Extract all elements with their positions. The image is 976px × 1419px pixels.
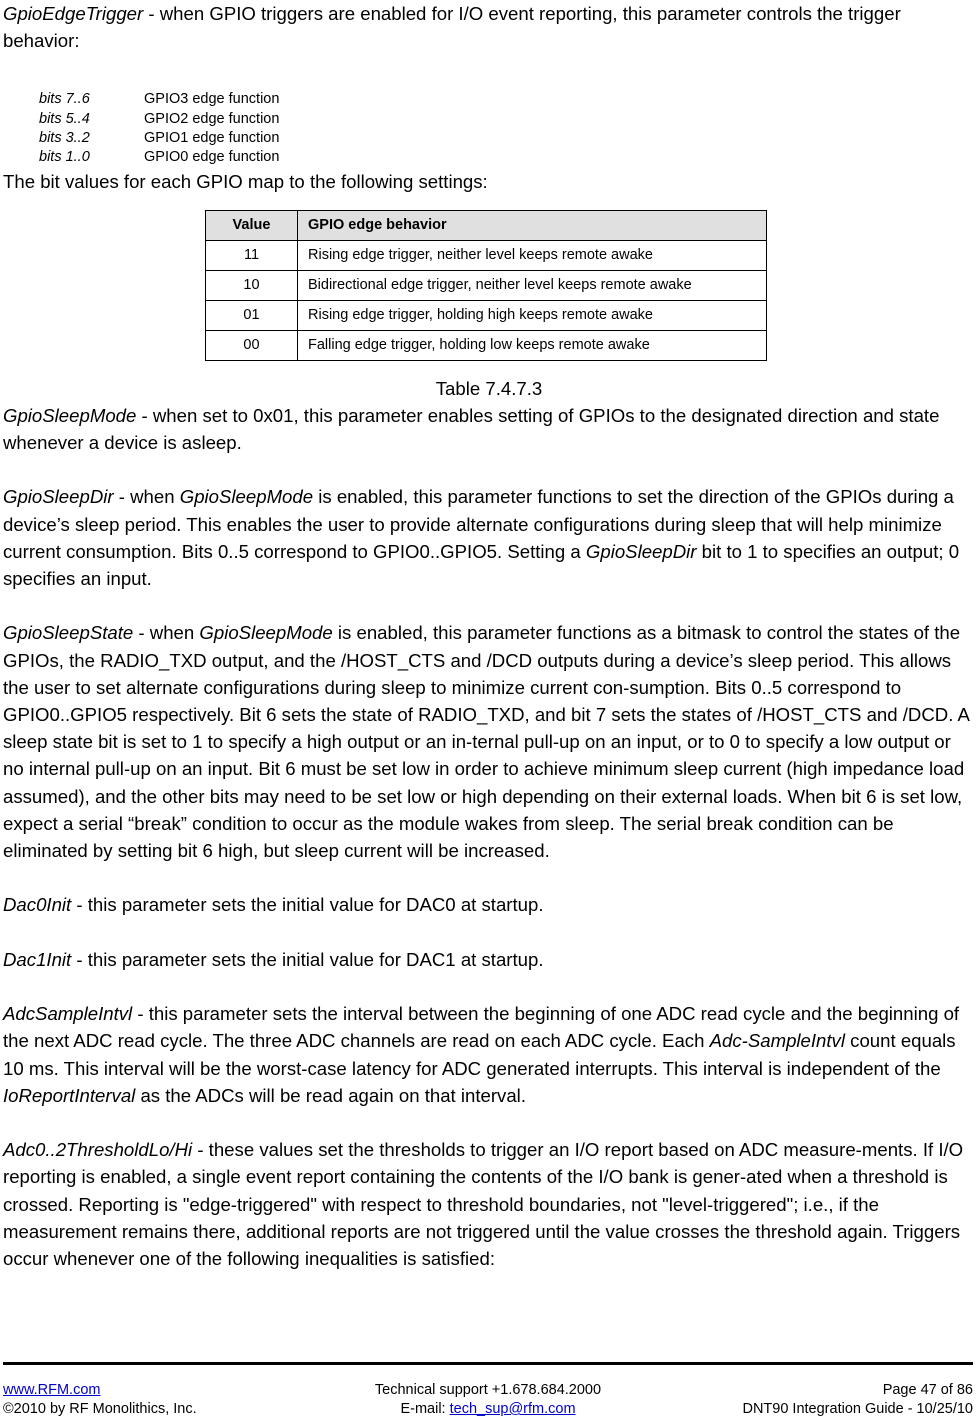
gpio-edge-trigger-paragraph xyxy=(3,0,975,54)
bit-range: bits 5..4 xyxy=(39,110,90,127)
bit-field-row xyxy=(39,90,975,109)
ref-gpio-sleep-mode: GpioSleepMode xyxy=(179,486,314,508)
term-adc-sample-intvl: AdcSampleIntvl xyxy=(3,1003,133,1025)
table-row xyxy=(206,300,767,330)
bit-field-row xyxy=(39,148,975,167)
gpio-edge-trigger-text: - when GPIO triggers are enabled for I/O event reporting, this parameter controls the trigger behavior: xyxy=(3,3,901,52)
table-caption: Table 7.4.7.3 xyxy=(435,377,543,399)
gpio-sleep-mode-paragraph xyxy=(3,402,975,456)
header-value: Value xyxy=(206,210,298,240)
adc-sample-intvl-paragraph xyxy=(3,1000,975,1109)
table-row xyxy=(206,240,767,270)
bit-description: GPIO2 edge function xyxy=(144,110,280,127)
ref-gpio-sleep-mode: GpioSleepMode xyxy=(199,622,333,644)
text-fragment: - when xyxy=(133,622,200,644)
text-fragment: bit to 1 to specifies an output; 0 specifies an input. xyxy=(3,540,960,589)
text-fragment: - this parameter sets the initial value for DAC1 at startup. xyxy=(71,948,544,970)
bit-field-list xyxy=(39,90,975,167)
copyright: ©2010 by RF Monolithics, Inc. xyxy=(3,1401,197,1417)
table-row xyxy=(206,270,767,300)
dac0-init-paragraph xyxy=(3,891,975,918)
text-fragment: - this parameter sets the interval between the beginning of one ADC read cycle and the beginning of the next ADC read cycle. The three ADC channels are read on each ADC cycle. Each xyxy=(3,1003,960,1052)
term-gpio-edge-trigger: GpioEdgeTrigger xyxy=(3,3,144,24)
text-fragment: is enabled, this parameter functions to set the direction of the GPIOs during a device’s sleep period. This enables the user to provide alternate configurations during sleep that will help minimize current consumption. Bits 0..5 correspond to GPIO0..GPIO5. Setting a xyxy=(3,486,954,562)
text-fragment: - these values set the thresholds to trigger an I/O report based on ADC measure-ments. If I/O reporting is enabled, a single event report containing the contents of the I/O bank is gener-ated when a threshold is crossed. Reporting is "edge-triggered" with respect to threshold boundaries, not "level-triggered"; i.e., if the measurement remains there, additional reports are not triggered until the value crosses the threshold again. Triggers occur whenever one of the following inequalities is satisfied: xyxy=(3,1139,964,1269)
cell-value: 11 xyxy=(206,240,298,270)
support-phone: Technical support +1.678.684.2000 xyxy=(374,1382,602,1398)
cell-behavior: Bidirectional edge trigger, neither level keeps remote awake xyxy=(298,270,767,300)
gpio-sleep-mode-text: - when set to 0x01, this parameter enables setting of GPIOs to the designated direction and state whenever a device is asleep. xyxy=(3,404,940,453)
term-adc-threshold: Adc0..2ThresholdLo/Hi xyxy=(3,1139,193,1161)
header-gpio-edge-behavior: GPIO edge behavior xyxy=(298,210,767,240)
gpio-edge-behavior-table xyxy=(205,210,767,361)
gpio-sleep-dir-paragraph xyxy=(3,483,975,592)
bit-range: bits 7..6 xyxy=(39,91,90,108)
text-fragment: as the ADCs will be read again on that interval. xyxy=(135,1084,526,1106)
document-page xyxy=(3,0,975,1272)
text-fragment: is enabled, this parameter functions as a bitmask to control the states of the GPIOs, the RADIO_TXD output, and the /HOST_CTS and /DCD outputs during a device’s sleep period. This allows the user to set alternate configurations during sleep to minimize current con-sumption. Bits 0..5 correspond to GPIO0..GPIO5 respectively. Bit 6 sets the state of RADIO_TXD, and bit 7 sets the states of /HOST_CTS and /DCD. A sleep state bit is set to 1 to specify a high output or an in-ternal pull-up on an input, or to 0 to specify a low output or no internal pull-up on an input. Bit 6 must be set low in order to achieve minimum sleep current (high impedance load assumed), and the other bits may need to be set low or high depending on their external loads. When bit 6 is set low, expect a serial “break” condition to occur as the module wakes from sleep. The serial break condition can be eliminated by setting bit 6 high, but sleep current will be increased. xyxy=(3,622,969,862)
email-label: E-mail: xyxy=(400,1401,450,1417)
dac1-init-paragraph xyxy=(3,946,975,973)
cell-value: 01 xyxy=(206,300,298,330)
cell-value: 10 xyxy=(206,270,298,300)
table-header-row xyxy=(206,210,767,240)
cell-behavior: Falling edge trigger, holding low keeps remote awake xyxy=(298,330,767,360)
text-fragment: - this parameter sets the initial value for DAC0 at startup. xyxy=(71,894,544,916)
website-link[interactable]: www.RFM.com xyxy=(3,1382,101,1398)
term-gpio-sleep-dir: GpioSleepDir xyxy=(3,486,114,508)
bit-range: bits 3..2 xyxy=(39,130,90,146)
footer-divider xyxy=(3,1362,973,1365)
text-fragment: - when xyxy=(113,486,180,508)
bit-description: GPIO3 edge function xyxy=(144,91,280,108)
ref-adc-sample-intvl: Adc-SampleIntvl xyxy=(709,1030,845,1052)
table-row xyxy=(206,330,767,360)
email-link[interactable]: tech_sup@rfm.com xyxy=(449,1401,576,1417)
bit-field-row xyxy=(39,129,975,148)
term-dac1-init: Dac1Init xyxy=(3,948,72,970)
cell-behavior: Rising edge trigger, neither level keeps remote awake xyxy=(298,240,767,270)
cell-behavior: Rising edge trigger, holding high keeps remote awake xyxy=(298,300,767,330)
adc-threshold-paragraph xyxy=(3,1136,975,1272)
gpio-sleep-state-paragraph xyxy=(3,619,975,864)
cell-value: 00 xyxy=(206,330,298,360)
bit-description: GPIO0 edge function xyxy=(144,149,280,166)
guide-title: DNT90 Integration Guide - 10/25/10 xyxy=(742,1401,973,1417)
ref-io-report-interval: IoReportInterval xyxy=(3,1084,136,1106)
bit-range: bits 1..0 xyxy=(39,149,90,166)
term-gpio-sleep-mode: GpioSleepMode xyxy=(3,404,137,426)
bit-values-lead: The bit values for each GPIO map to the following settings: xyxy=(3,170,488,192)
term-gpio-sleep-state: GpioSleepState xyxy=(3,622,134,644)
page-number: Page 47 of 86 xyxy=(882,1382,973,1398)
bit-description: GPIO1 edge function xyxy=(144,130,280,146)
term-dac0-init: Dac0Init xyxy=(3,894,72,916)
text-fragment: count equals 10 ms. This interval will be the worst-case latency for ADC generated interrupts. This interval is independent of the xyxy=(3,1030,956,1079)
term-gpio-sleep-dir-inline: GpioSleepDir xyxy=(585,540,697,562)
bit-field-row xyxy=(39,110,975,129)
